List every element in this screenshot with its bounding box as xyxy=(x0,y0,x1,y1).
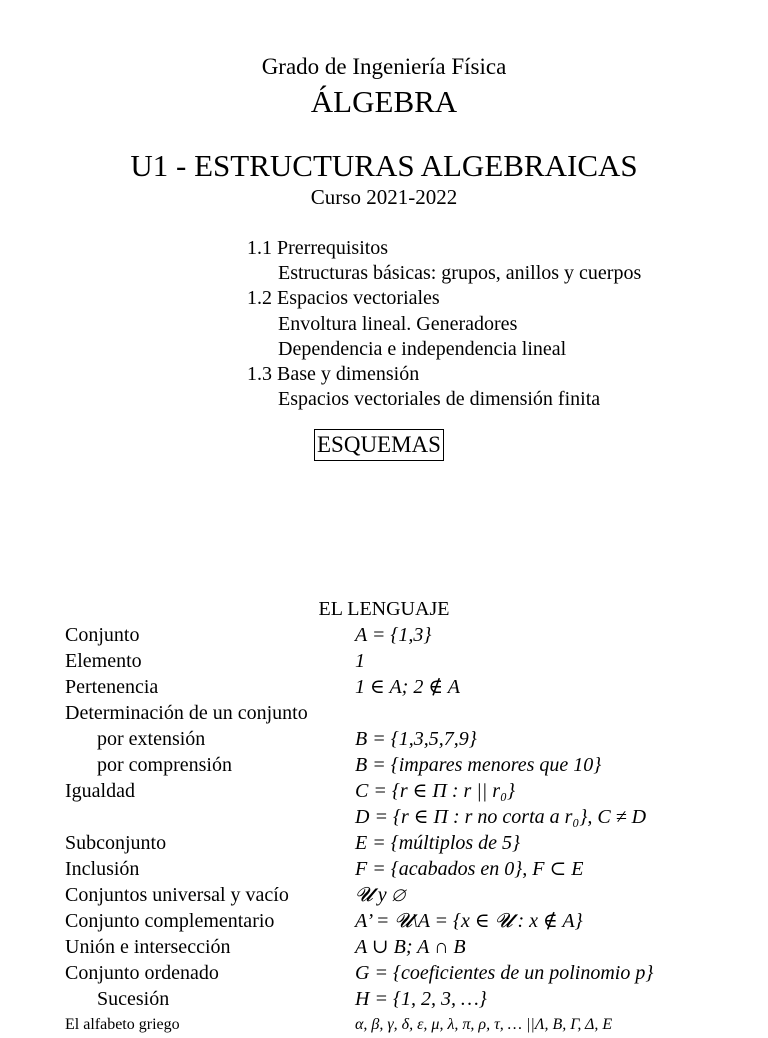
glossary-example: C = {r ∈ Π : r || r₀} xyxy=(355,780,516,802)
glossary-example: B = {1,3,5,7,9} xyxy=(355,728,477,750)
glossary-term: Conjunto ordenado xyxy=(65,962,219,984)
glossary-term: Inclusión xyxy=(65,858,140,880)
toc-subitem: Dependencia e independencia lineal xyxy=(278,337,567,360)
glossary-row xyxy=(65,908,768,934)
glossary-term: Conjunto complementario xyxy=(65,910,275,932)
glossary-example: H = {1, 2, 3, …} xyxy=(355,988,487,1010)
glossary-row xyxy=(65,1012,768,1038)
glossary-row xyxy=(65,934,768,960)
glossary-example: α, β, γ, δ, ε, μ, λ, π, ρ, τ, … ||Λ, B, Γ, Δ, E xyxy=(355,1016,613,1033)
toc-subitem: Estructuras básicas: grupos, anillos y cuerpos xyxy=(278,262,642,285)
course-year: Curso 2021-2022 xyxy=(310,185,458,209)
subject-title: ÁLGEBRA xyxy=(310,84,458,119)
glossary-example: D = {r ∈ Π : r no corta a r₀}, C ≠ D xyxy=(355,806,647,828)
glossary-example: A’ = 𝓤\A = {x ∈ 𝓤 : x ∉ A} xyxy=(355,910,583,932)
glossary-term: Unión e intersección xyxy=(65,936,231,958)
glossary-table xyxy=(65,622,768,1038)
glossary-example: 𝓤 y ∅ xyxy=(355,884,405,906)
glossary-term: Elemento xyxy=(65,650,142,672)
glossary-row xyxy=(65,830,768,856)
toc-section-1-1: 1.1 Prerrequisitos xyxy=(247,237,389,259)
section-title: EL LENGUAJE xyxy=(318,598,450,620)
glossary-example: F = {acabados en 0}, F ⊂ E xyxy=(355,858,584,880)
toc-subitem: Espacios vectoriales de dimensión finita xyxy=(278,388,601,411)
glossary-row xyxy=(65,804,768,830)
glossary-term: Sucesión xyxy=(97,988,170,1010)
glossary-row xyxy=(65,778,768,804)
glossary-row xyxy=(65,726,768,752)
glossary-example: 1 ∈ A; 2 ∉ A xyxy=(355,676,460,698)
glossary-term: por extensión xyxy=(97,728,206,750)
glossary-row xyxy=(65,882,768,908)
glossary-example: E = {múltiplos de 5} xyxy=(355,832,521,854)
glossary-row xyxy=(65,648,768,674)
glossary-example: B = {impares menores que 10} xyxy=(355,754,602,776)
toc-section-1-3: 1.3 Base y dimensión xyxy=(247,363,420,386)
glossary-term: Conjuntos universal y vacío xyxy=(65,884,289,906)
glossary-term: El alfabeto griego xyxy=(65,1016,180,1033)
esquemas-link[interactable]: ESQUEMAS xyxy=(314,429,444,461)
glossary-example: G = {coeficientes de un polinomio p} xyxy=(355,962,654,984)
glossary-row xyxy=(65,960,768,986)
glossary-example: 1 xyxy=(355,650,365,672)
table-of-contents xyxy=(247,236,641,412)
glossary-row xyxy=(65,700,768,726)
glossary-term: Subconjunto xyxy=(65,832,167,854)
glossary-row xyxy=(65,986,768,1012)
glossary-row xyxy=(65,674,768,700)
glossary-term: Conjunto xyxy=(65,624,140,646)
glossary-row xyxy=(65,622,768,648)
toc-section-1-2: 1.2 Espacios vectoriales xyxy=(247,287,440,310)
toc-subitem: Envoltura lineal. Generadores xyxy=(278,312,518,335)
glossary-term: por comprensión xyxy=(97,754,232,776)
glossary-example: A ∪ B; A ∩ B xyxy=(355,936,466,958)
glossary-row xyxy=(65,856,768,882)
glossary-term: Igualdad xyxy=(65,780,135,802)
glossary-term: Pertenencia xyxy=(65,676,159,698)
degree-title: Grado de Ingeniería Física xyxy=(261,54,507,79)
unit-title: U1 - ESTRUCTURAS ALGEBRAICAS xyxy=(130,148,638,183)
glossary-row xyxy=(65,752,768,778)
glossary-term: Determinación de un conjunto xyxy=(65,702,308,724)
glossary-example: A = {1,3} xyxy=(355,624,432,646)
